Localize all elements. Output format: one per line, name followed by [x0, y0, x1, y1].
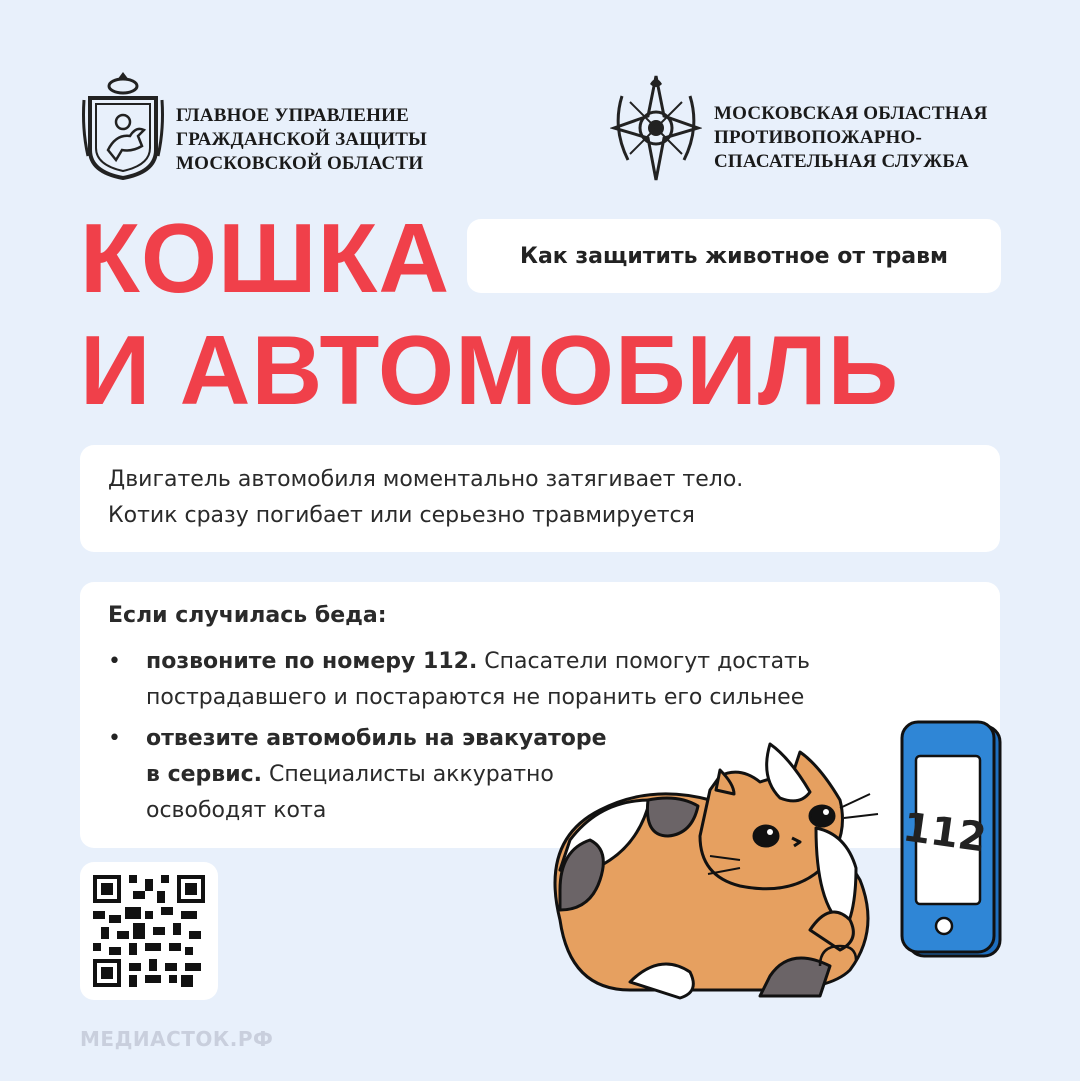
intro-line-2: Котик сразу погибает или серьезно травмируется: [108, 503, 695, 528]
bullet-dot-icon: •: [108, 726, 121, 751]
subtitle-text: Как защитить животное от травм: [519, 243, 949, 269]
left-org: [82, 70, 452, 185]
bullet-2-text-line-3: освободят кота: [146, 798, 327, 823]
right-org: [610, 72, 1010, 187]
right-org-line-2: ПРОТИВОПОЖАРНО-: [714, 127, 923, 148]
left-org-line-3: МОСКОВСКОЙ ОБЛАСТИ: [176, 153, 424, 174]
bullet-dot-icon: •: [108, 649, 121, 674]
right-org-line-3: СПАСАТЕЛЬНАЯ СЛУЖБА: [714, 151, 969, 172]
phone-icon: [900, 722, 1000, 956]
intro-line-1: Двигатель автомобиля моментально затягивает тело.: [108, 467, 744, 492]
qr-card: [80, 862, 218, 1000]
phone-number: 112: [900, 804, 990, 862]
page-title-line-2: И АВТОМОБИЛЬ: [80, 315, 900, 425]
qr-code-icon: [93, 875, 205, 987]
bullet-2-text-line-2: Специалисты аккуратно: [262, 762, 554, 787]
advice-heading: Если случилась беда:: [108, 603, 387, 628]
page-title-line-1: КОШКА: [80, 203, 451, 313]
bullet-1-text-line-2: пострадавшего и постараются не поранить его сильнее: [146, 685, 805, 710]
subtitle-card: [467, 219, 1001, 293]
bullet-2-bold-line-1: отвезите автомобиль на эвакуаторе: [146, 726, 607, 751]
bullet-1-text-line-1: Спасатели помогут достать: [477, 649, 810, 674]
cat-icon: [555, 744, 878, 998]
left-org-line-2: ГРАЖДАНСКОЙ ЗАЩИТЫ: [176, 129, 427, 150]
cat-illustration: [540, 720, 1010, 1010]
advice-bullet-2: [108, 721, 607, 829]
fire-rescue-emblem-icon: [610, 72, 702, 184]
bullet-1-bold: позвоните по номеру 112.: [146, 649, 478, 674]
intro-card: [80, 445, 1000, 552]
source-label: МЕДИАСТОК.РФ: [80, 1027, 274, 1051]
bullet-2-bold-line-2: в сервис.: [146, 762, 263, 787]
moscow-oblast-coat-of-arms-icon: [82, 70, 164, 182]
advice-bullet-1: [108, 644, 810, 716]
right-org-line-1: МОСКОВСКАЯ ОБЛАСТНАЯ: [714, 103, 988, 124]
left-org-line-1: ГЛАВНОЕ УПРАВЛЕНИЕ: [176, 105, 409, 126]
